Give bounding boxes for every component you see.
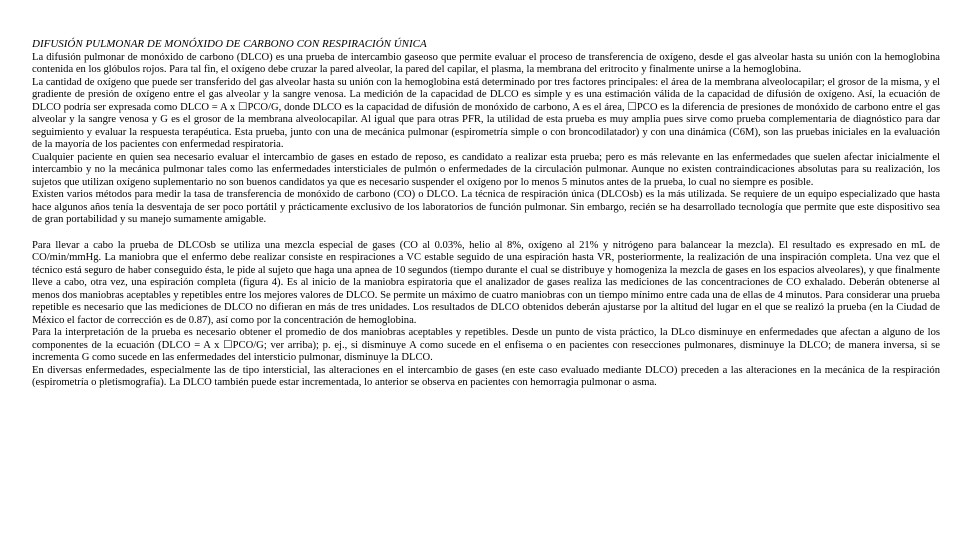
paragraph: En diversas enfermedades, especialmente las de tipo intersticial, las alteraciones en el intercambio de gases (en este caso evaluado mediante DLCO) preceden a las alteraciones en la mecánica de la respiración (espirometría o pletismografía). La DLCO también puede estar incrementada, lo anterior se observa en pacientes con hemorragia pulmonar o asma. <box>32 364 940 388</box>
paragraph: Para la interpretación de la prueba es necesario obtener el promedio de dos maniobras aceptables y repetibles. Desde un punto de vista práctico, la DLco disminuye en enfermedades que afectan a alguno de los componentes de la ecuación (DLCO = A x ☐PCO/G; ver arriba); p. ej., si disminuye A como sucede en el enfisema o en pacientes con resecciones pulmonares, disminuye la DLCO; de manera inversa, si se incrementa G como sucede en las enfermedades del intersticio pulmonar, disminuye la DLCO. <box>32 327 940 363</box>
paragraph: Existen varios métodos para medir la tasa de transferencia de monóxido de carbono (CO) o DLCO. La técnica de respiración única (DLCOsb) es la más utilizada. Se requiere de un equipo especializado que hasta hace algunos años tenía la desventaja de ser poco portátil y prácticamente exclusivo de los laboratorios de función pulmonar. Sin embargo, recién se ha desarrollado tecnología que permite que este dispositivo sea de gran portabilidad y su manejo sumamente amigable. <box>32 189 940 225</box>
text-block-1 <box>32 52 940 227</box>
paragraph: Cualquier paciente en quien sea necesario evaluar el intercambio de gases en estado de reposo, es candidato a realizar esta prueba; pero es más relevante en las enfermedades que suelen afectar inicialmente el intercambio y no la mecánica pulmonar tales como las enfermedades intersticiales de pulmón o enfermedades de la circulación pulmonar. Aunque no existen contraindicaciones absolutas para su realización, los sujetos que utilizan oxígeno suplementario no son buenos candidatos ya que es necesario suspender el oxígeno por lo menos 5 minutos antes de la prueba, lo cual no siempre es posible. <box>32 151 940 188</box>
document-page <box>32 38 940 390</box>
text-block-2 <box>32 240 940 390</box>
paragraph: Para llevar a cabo la prueba de DLCOsb se utiliza una mezcla especial de gases (CO al 0.03%, helio al 8%, oxígeno al 21% y nitrógeno para balancear la mezcla). El resultado es expresado en mL de CO/min/mmHg. La maniobra que el enfermo debe realizar consiste en respiraciones a VC estable seguido de una espiración hasta VR, posteriormente, la realización de una inspiración completa. Una vez que el técnico está seguro de haber conseguido ésta, le pide al sujeto que haga una apnea de 10 segundos (tiempo durante el cual se distribuye y homogeniza la mezcla de gases en los espacios alveolares), y que finalmente lleve a cabo, otra vez, una espiración completa (figura 4). Es al inicio de la maniobra espiratoria que el analizador de gases realiza las mediciones de las concentraciones de CO exhalado. Deberán obtenerse al menos dos maniobras aceptables y repetibles entre los mejores valores de DLCO. Se permite un máximo de cuatro maniobras con un tiempo mínimo entre cada una de ellas de 4 minutos. Para considerar una prueba repetible es necesario que las mediciones de DLCO no difieran en más de tres unidades. Los resultados de DLCO obtenidos deberán ajustarse por la altitud del lugar en el que se realizó la prueba (en la Ciudad de México el factor de corrección es de 0.87), así como por la concentración de hemoglobina. <box>32 239 940 326</box>
paragraph: La cantidad de oxígeno que puede ser transferido del gas alveolar hasta su unión con la hemoglobina está determinado por tres factores principales: el área de la membrana alveolocapilar; el grosor de la misma, y el gradiente de presión de oxígeno entre el gas alveolar y la sangre venosa. La medición de la capacidad de DLCO es simple y es una estimación válida de la capacidad de difusión de oxígeno. Así, la ecuación de DLCO podría ser expresada como DLCO = A x ☐PCO/G, donde DLCO es la capacidad de difusión de monóxido de carbono, A es el área, ☐PCO es la diferencia de presiones de monóxido de carbono entre el gas alveolar y la sangre venosa y G es el grosor de la membrana alveolocapilar. Al igual que para otras PFR, la utilidad de esta prueba es muy amplia pues sirve como prueba complementaria de diagnóstico para dar seguimiento y evaluar la respuesta terapéutica. Esta prueba, junto con una de mecánica pulmonar (espirometría simple o con broncodilatador) y con una dinámica (C6M), son las pruebas iniciales en la evaluación de la mayoría de los pacientes con enfermedad respiratoria. <box>32 76 940 150</box>
paragraph: La difusión pulmonar de monóxido de carbono (DLCO) es una prueba de intercambio gaseoso que permite evaluar el proceso de transferencia de oxígeno, desde el gas alveolar hasta su unión con la hemoglobina contenida en los glóbulos rojos. Para tal fin, el oxígeno debe cruzar la pared alveolar, la pared del capilar, el plasma, la membrana del eritrocito y finalmente unirse a la hemoglobina. <box>32 51 940 75</box>
document-title: DIFUSIÓN PULMONAR DE MONÓXIDO DE CARBONO CON RESPIRACIÓN ÚNICA <box>32 38 427 50</box>
